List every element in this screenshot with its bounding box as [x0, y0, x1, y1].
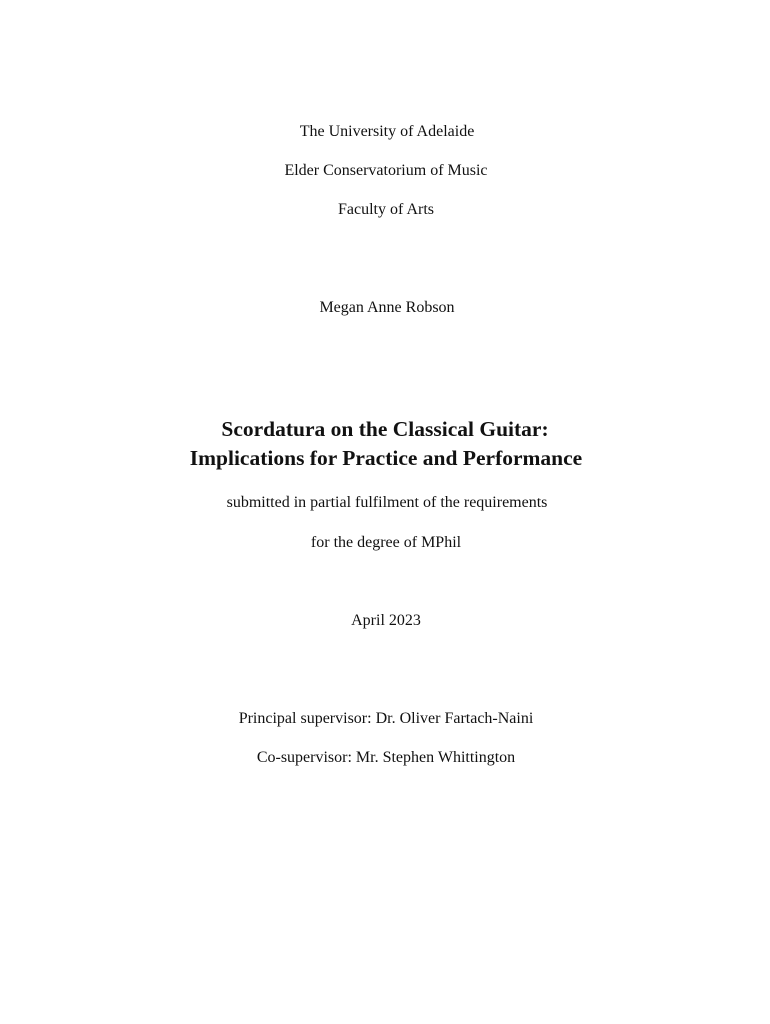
faculty-name: Faculty of Arts [338, 201, 434, 218]
submission-statement-line-2: for the degree of MPhil [310, 534, 462, 551]
university-name: The University of Adelaide [299, 123, 475, 140]
author-name: Megan Anne Robson [319, 299, 455, 316]
thesis-title-line-1: Scordatura on the Classical Guitar: [221, 417, 549, 441]
submission-date: April 2023 [351, 612, 421, 629]
principal-supervisor: Principal supervisor: Dr. Oliver Fartach-Naini [238, 710, 534, 727]
submission-statement-line-1: submitted in partial fulfilment of the requirements [226, 494, 548, 511]
co-supervisor: Co-supervisor: Mr. Stephen Whittington [256, 749, 516, 766]
conservatorium-name: Elder Conservatorium of Music [284, 162, 488, 179]
thesis-title-line-2: Implications for Practice and Performance [189, 446, 583, 470]
